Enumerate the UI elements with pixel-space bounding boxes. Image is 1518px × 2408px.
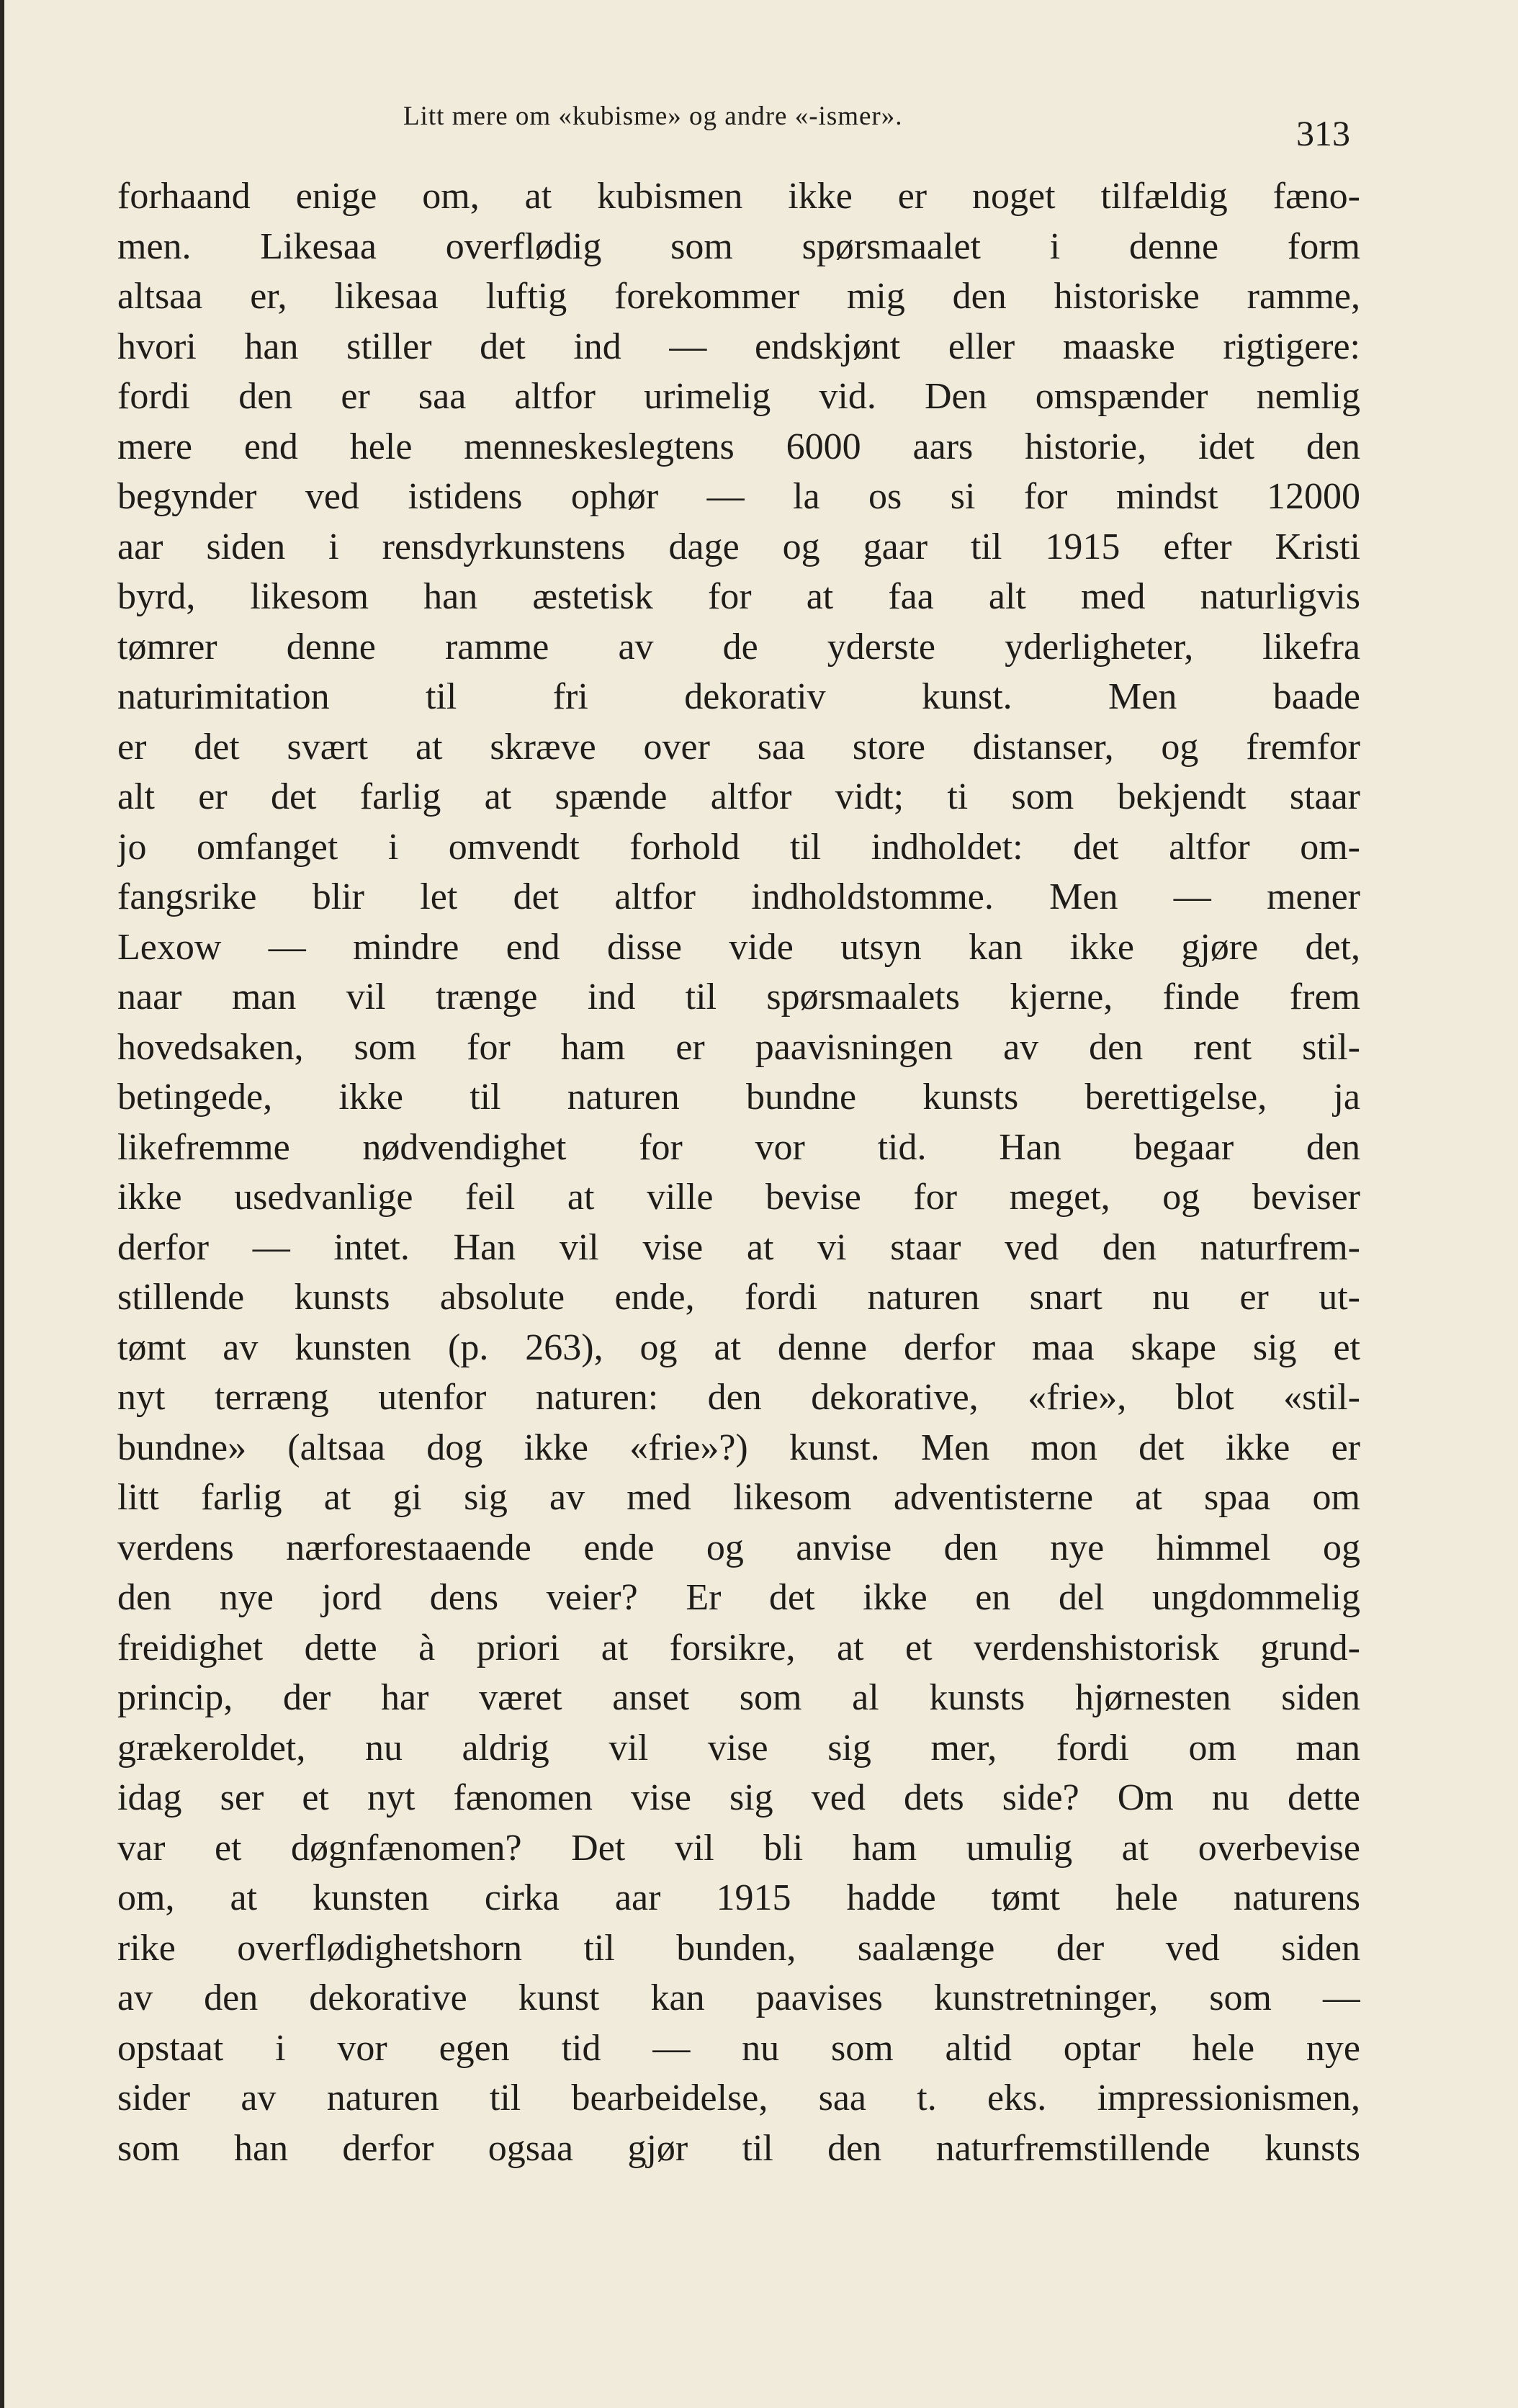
text-line: naturimitation til fri dekorativ kunst. Men baade [117,676,1360,717]
text-line: som han derfor ogsaa gjør til den naturfremstillende kunsts [117,2127,1360,2169]
text-line: om, at kunsten cirka aar 1915 hadde tømt hele naturens [117,1877,1360,1918]
text-line: jo omfanget i omvendt forhold til indholdet: det altfor om- [117,826,1360,868]
text-line: opstaat i vor egen tid — nu som altid optar hele nye [117,2027,1360,2069]
text-line: alt er det farlig at spænde altfor vidt; ti som bekjendt staar [117,776,1360,817]
text-line: princip, der har været anset som al kunsts hjørnesten siden [117,1677,1360,1718]
text-line: men. Likesaa overflødig som spørsmaalet i denne form [117,225,1360,267]
text-line: hovedsaken, som for ham er paavisningen av den rent stil- [117,1026,1360,1068]
text-line: den nye jord dens veier? Er det ikke en del ungdommelig [117,1577,1360,1618]
text-line: av den dekorative kunst kan paavises kunstretninger, som — [117,1977,1360,2018]
running-header [0,94,1518,151]
text-line: begynder ved istidens ophør — la os si for mindst 12000 [117,476,1360,517]
text-line: er det svært at skræve over saa store distanser, og fremfor [117,726,1360,768]
text-line: rike overflødighetshorn til bunden, saalænge der ved siden [117,1927,1360,1969]
text-line: verdens nærforestaaende ende og anvise den nye himmel og [117,1527,1360,1568]
text-line: grækeroldet, nu aldrig vil vise sig mer, fordi om man [117,1727,1360,1769]
text-line: likefremme nødvendighet for vor tid. Han begaar den [117,1126,1360,1168]
text-line: byrd, likesom han æstetisk for at faa alt med naturligvis [117,576,1360,617]
text-line: bundne» (altsaa dog ikke «frie»?) kunst. Men mon det ikke er [117,1427,1360,1468]
text-line: altsaa er, likesaa luftig forekommer mig den historiske ramme, [117,276,1360,317]
text-line: nyt terræng utenfor naturen: den dekorative, «frie», blot «stil- [117,1377,1360,1418]
text-line: sider av naturen til bearbeidelse, saa t. eks. impressionismen, [117,2077,1360,2119]
text-line: fangsrike blir let det altfor indholdstomme. Men — mener [117,876,1360,917]
text-line: hvori han stiller det ind — endskjønt eller maaske rigtigere: [117,325,1360,367]
page-binding-edge [0,0,4,2408]
body-text [117,171,1360,2173]
text-line: betingede, ikke til naturen bundne kunsts berettigelse, ja [117,1077,1360,1118]
text-line: freidighet dette à priori at forsikre, at et verdenshistorisk grund- [117,1627,1360,1668]
text-line: tømt av kunsten (p. 263), og at denne derfor maa skape sig et [117,1326,1360,1368]
text-line: naar man vil trænge ind til spørsmaalets kjerne, finde frem [117,976,1360,1017]
text-line: fordi den er saa altfor urimelig vid. Den omspænder nemlig [117,376,1360,417]
text-line: Lexow — mindre end disse vide utsyn kan ikke gjøre det, [117,926,1360,968]
page-number: 313 [1296,113,1350,153]
text-line: stillende kunsts absolute ende, fordi naturen snart nu er ut- [117,1277,1360,1318]
text-line: tømrer denne ramme av de yderste yderligheter, likefra [117,626,1360,668]
text-line: idag ser et nyt fænomen vise sig ved dets side? Om nu dette [117,1777,1360,1818]
text-line: aar siden i rensdyrkunstens dage og gaar til 1915 efter Kristi [117,526,1360,567]
text-line: litt farlig at gi sig av med likesom adventisterne at spaa om [117,1477,1360,1518]
text-line: var et døgnfænomen? Det vil bli ham umulig at overbevise [117,1827,1360,1869]
running-title: Litt mere om «kubisme» og andre «-ismer». [403,102,903,131]
text-line: derfor — intet. Han vil vise at vi staar ved den naturfrem- [117,1226,1360,1268]
text-line: forhaand enige om, at kubismen ikke er noget tilfældig fæno- [117,176,1360,217]
text-line: ikke usedvanlige feil at ville bevise for meget, og beviser [117,1177,1360,1218]
text-line: mere end hele menneskeslegtens 6000 aars historie, idet den [117,426,1360,467]
